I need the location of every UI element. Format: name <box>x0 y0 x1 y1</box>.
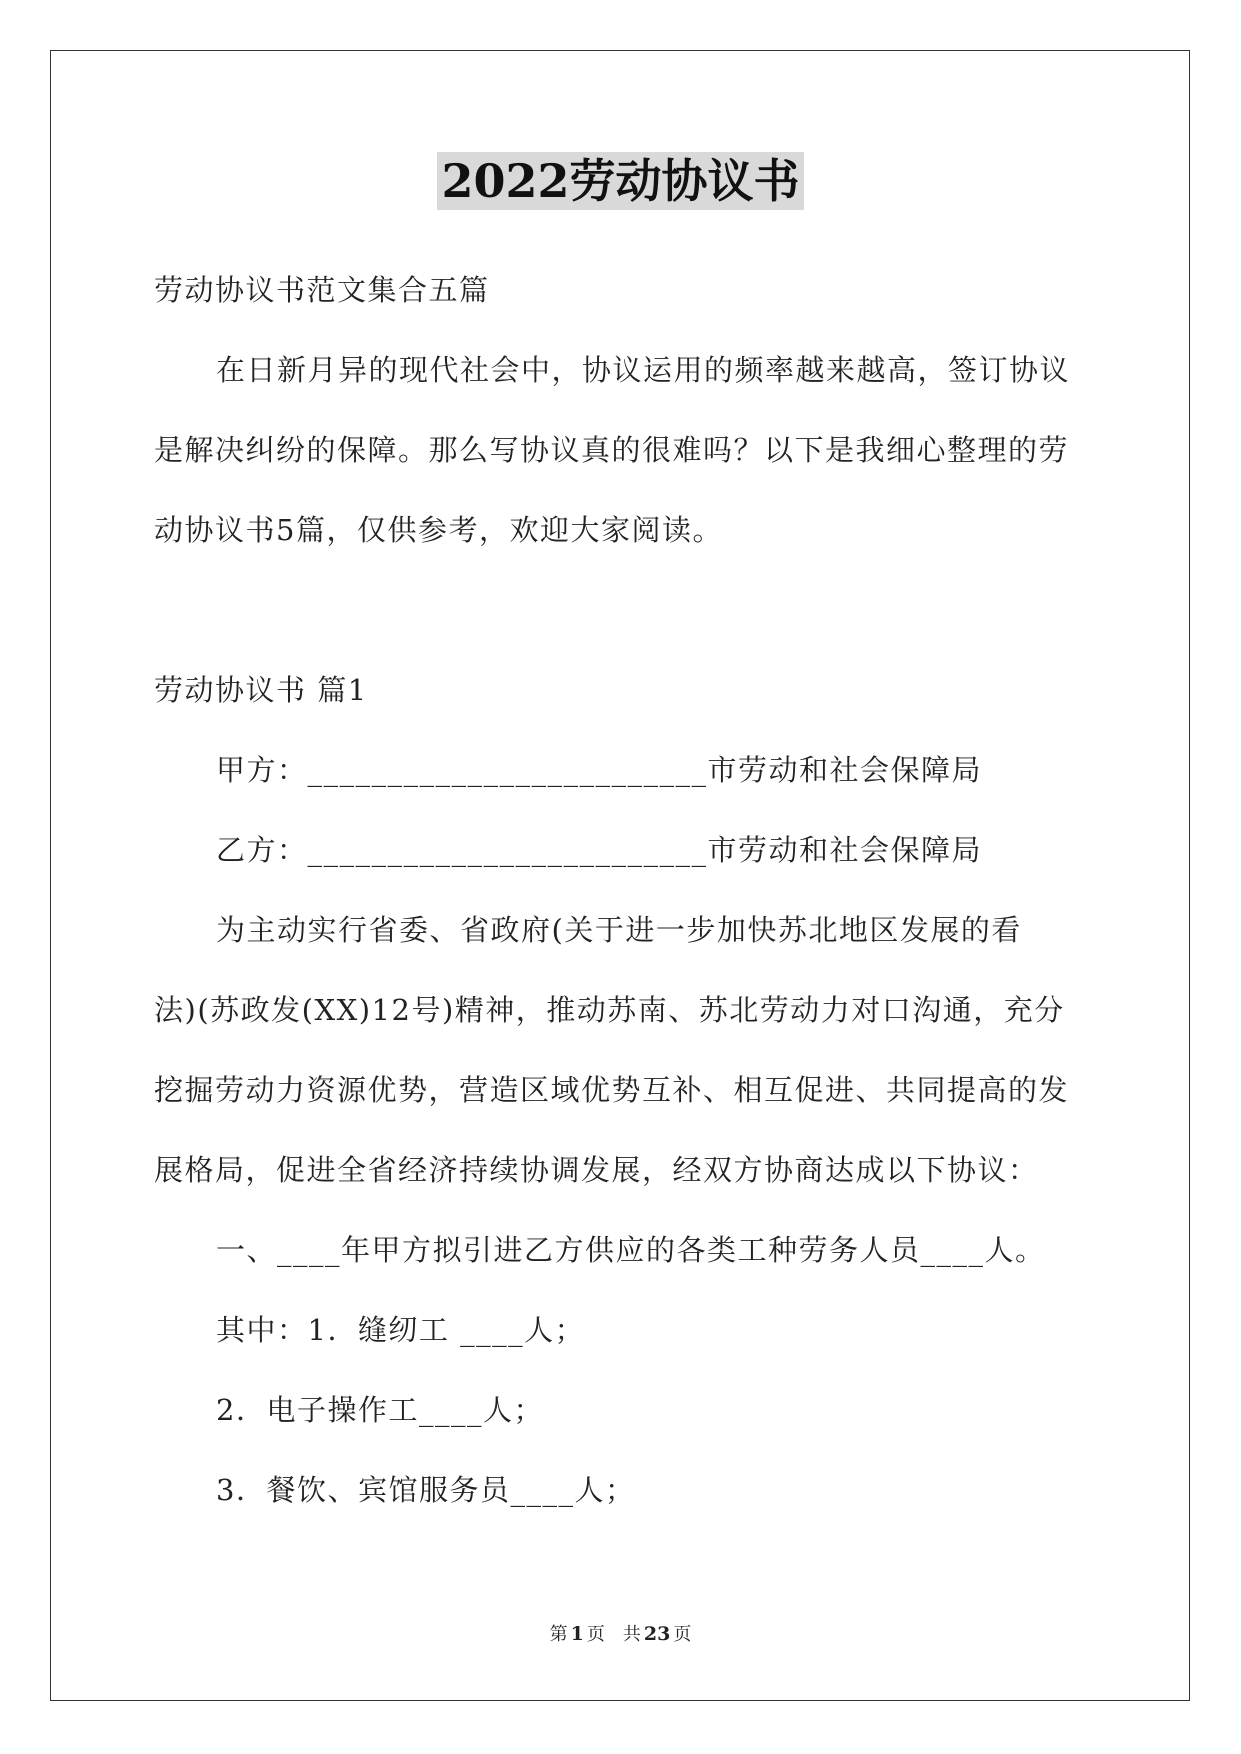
document-title: 2022劳动协议书 <box>437 152 803 210</box>
footer-prefix: 第 <box>549 1624 568 1645</box>
footer-mid: 页 <box>586 1624 605 1645</box>
purpose-line-2: 法)(苏政发(XX)12号)精神，推动苏南、苏北劳动力对口沟通，充分 <box>154 993 1065 1027</box>
footer-total-pages: 23 <box>643 1623 671 1645</box>
party-a-line: 甲方：_________________________市劳动和社会保障局 <box>216 753 983 787</box>
purpose-line-3: 挖掘劳动力资源优势，营造区域优势互补、相互促进、共同提高的发 <box>154 1073 1070 1107</box>
document-subtitle: 劳动协议书范文集合五篇 <box>154 273 490 307</box>
footer-suffix: 页 <box>673 1624 692 1645</box>
item-2: 2．电子操作工____人； <box>216 1393 544 1427</box>
party-b-line: 乙方：_________________________市劳动和社会保障局 <box>216 833 983 867</box>
clause-1: 一、____年甲方拟引进乙方供应的各类工种劳务人员____人。 <box>216 1233 1046 1267</box>
page-footer <box>0 1622 1241 1647</box>
intro-line-1: 在日新月异的现代社会中，协议运用的频率越来越高，签订协议 <box>216 353 1071 387</box>
purpose-line-4: 展格局，促进全省经济持续协调发展，经双方协商达成以下协议： <box>154 1153 1039 1187</box>
intro-line-3: 动协议书5篇，仅供参考，欢迎大家阅读。 <box>154 513 723 547</box>
footer-page-number: 1 <box>570 1623 584 1645</box>
title-container <box>0 152 1241 210</box>
item-1: 其中：1．缝纫工 ____人； <box>216 1313 586 1347</box>
intro-line-2: 是解决纠纷的保障。那么写协议真的很难吗？以下是我细心整理的劳 <box>154 433 1070 467</box>
item-3: 3．餐饮、宾馆服务员____人； <box>216 1473 636 1507</box>
section-heading: 劳动协议书 篇1 <box>154 673 368 707</box>
purpose-line-1: 为主动实行省委、省政府(关于进一步加快苏北地区发展的看 <box>216 913 1022 947</box>
footer-total-prefix: 共 <box>622 1624 641 1645</box>
